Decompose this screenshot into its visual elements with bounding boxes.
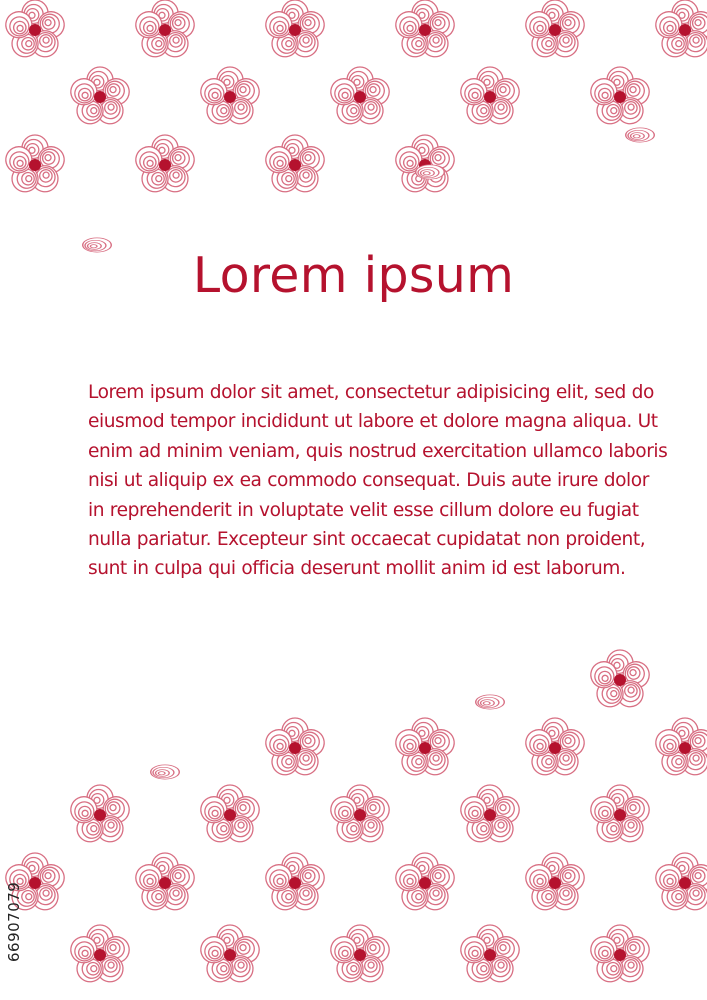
swirl-flower-icon — [652, 0, 707, 62]
swirl-flower-icon — [132, 0, 197, 62]
page-title: Lorem ipsum — [192, 247, 515, 304]
swirl-flower-icon — [587, 925, 652, 987]
swirl-flower-icon — [132, 853, 197, 915]
swirl-flower-icon — [587, 67, 652, 129]
swirl-flower-icon — [457, 925, 522, 987]
swirl-flower-icon — [392, 853, 457, 915]
swirl-flower-icon — [132, 135, 197, 197]
swirl-flower-icon — [327, 925, 392, 987]
swirl-flower-icon — [457, 785, 522, 847]
partial-flower-icon — [151, 765, 180, 779]
swirl-flower-icon — [2, 135, 67, 197]
partial-flower-icon — [416, 165, 445, 179]
swirl-flower-icon — [197, 67, 262, 129]
swirl-flower-icon — [197, 925, 262, 987]
partial-flower-icon — [476, 695, 505, 709]
swirl-flower-icon — [67, 925, 132, 987]
swirl-flower-icon — [392, 718, 457, 780]
swirl-flower-icon — [392, 0, 457, 62]
swirl-flower-icon — [262, 0, 327, 62]
swirl-flower-icon — [587, 785, 652, 847]
swirl-flower-icon — [327, 785, 392, 847]
swirl-flower-icon — [652, 718, 707, 780]
swirl-flower-icon — [652, 853, 707, 915]
swirl-flower-icon — [587, 650, 652, 712]
swirl-flower-icon — [457, 67, 522, 129]
body-paragraph: Lorem ipsum dolor sit amet, consectetur adipisicing elit, sed do eiusmod tempor incididunt ut labore et dolore magna aliqua. Ut enim ad minim veniam, quis nostrud exercitation ullamco laboris nisi ut aliquip ex ea commodo consequat. Duis aute irure dolor in reprehenderit in voluptate velit esse cillum dolore eu fugiat nulla pariatur. Excepteur sint occaecat cupidatat non proident, sunt in culpa qui officia deserunt mollit anim id est laborum. — [88, 382, 668, 580]
partial-flower-icon — [626, 128, 655, 142]
swirl-flower-icon — [67, 67, 132, 129]
swirl-flower-icon — [327, 67, 392, 129]
swirl-flower-icon — [197, 785, 262, 847]
stock-image-id: 66907079 — [5, 881, 23, 962]
swirl-flower-icon — [67, 785, 132, 847]
swirl-flower-icon — [262, 718, 327, 780]
swirl-flower-icon — [522, 0, 587, 62]
swirl-flower-icon — [262, 135, 327, 197]
swirl-flower-icon — [522, 853, 587, 915]
swirl-flower-icon — [262, 853, 327, 915]
swirl-flower-icon — [522, 718, 587, 780]
swirl-flower-icon — [2, 0, 67, 62]
